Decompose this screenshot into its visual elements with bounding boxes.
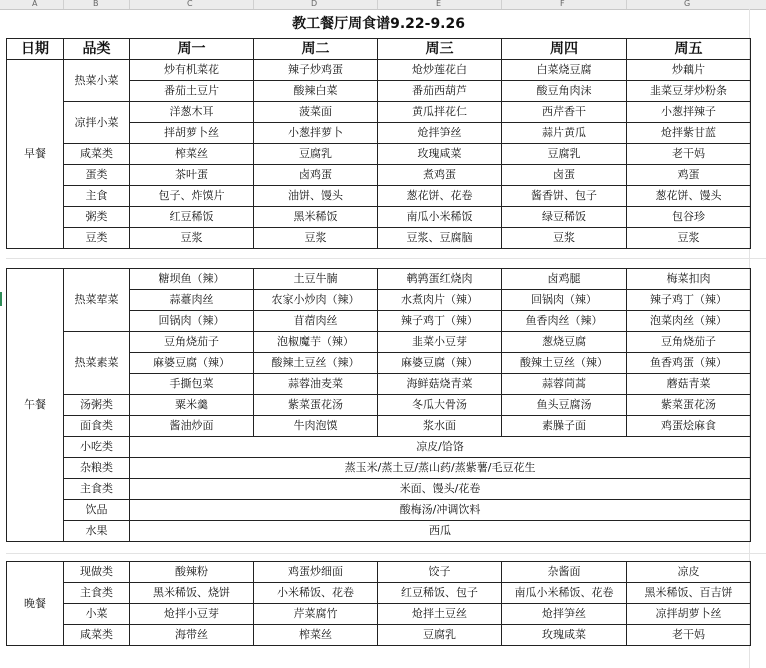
menu-cell[interactable]: 鱼头豆腐汤: [502, 394, 627, 415]
menu-cell[interactable]: 葱花饼、花卷: [378, 185, 502, 206]
category-cell[interactable]: 主食: [64, 185, 130, 206]
menu-cell[interactable]: 鸡蛋: [627, 164, 751, 185]
menu-cell[interactable]: 包子、炸馍片: [130, 185, 254, 206]
category-cell[interactable]: 豆类: [64, 227, 130, 248]
category-cell[interactable]: 主食类: [64, 478, 130, 499]
menu-cell[interactable]: 葱烧豆腐: [502, 331, 627, 352]
menu-cell[interactable]: 凉拌胡萝卜丝: [627, 603, 751, 624]
menu-cell[interactable]: 炝拌笋丝: [378, 122, 502, 143]
menu-cell[interactable]: 麻婆豆腐（辣）: [130, 352, 254, 373]
category-cell[interactable]: 现做类: [64, 561, 130, 582]
menu-cell[interactable]: 蘑菇青菜: [627, 373, 751, 394]
menu-cell[interactable]: 酱香饼、包子: [502, 185, 627, 206]
menu-cell[interactable]: 辣子鸡丁（辣）: [627, 289, 751, 310]
menu-cell[interactable]: 素臊子面: [502, 415, 627, 436]
column-letter-f[interactable]: F: [560, 0, 565, 8]
menu-cell[interactable]: 酸辣土豆丝（辣）: [502, 352, 627, 373]
menu-cell[interactable]: 酱油炒面: [130, 415, 254, 436]
category-cell[interactable]: 蛋类: [64, 164, 130, 185]
menu-cell[interactable]: 蒜片黄瓜: [502, 122, 627, 143]
menu-cell[interactable]: 煮鸡蛋: [378, 164, 502, 185]
menu-cell[interactable]: 红豆稀饭、包子: [378, 582, 502, 603]
menu-cell[interactable]: 炝拌紫甘蓝: [627, 122, 751, 143]
menu-cell[interactable]: 南瓜小米稀饭、花卷: [502, 582, 627, 603]
menu-cell[interactable]: 冬瓜大骨汤: [378, 394, 502, 415]
category-cell[interactable]: 杂粮类: [64, 457, 130, 478]
category-cell[interactable]: 小菜: [64, 603, 130, 624]
menu-cell[interactable]: 豆腐乳: [502, 143, 627, 164]
menu-cell[interactable]: 小米稀饭、花卷: [254, 582, 378, 603]
menu-cell[interactable]: 苜蓿肉丝: [254, 310, 378, 331]
menu-cell[interactable]: 红豆稀饭: [130, 206, 254, 227]
menu-cell[interactable]: 绿豆稀饭: [502, 206, 627, 227]
menu-cell[interactable]: 豆角烧茄子: [627, 331, 751, 352]
menu-cell[interactable]: 回锅肉（辣）: [502, 289, 627, 310]
column-letter-d[interactable]: D: [311, 0, 318, 8]
menu-cell[interactable]: 豆浆: [627, 227, 751, 248]
menu-cell[interactable]: 酸辣粉: [130, 561, 254, 582]
menu-cell[interactable]: 紫菜蛋花汤: [627, 394, 751, 415]
menu-cell[interactable]: 小葱拌萝卜: [254, 122, 378, 143]
menu-cell[interactable]: 手撕包菜: [130, 373, 254, 394]
menu-cell[interactable]: 卤鸡蛋: [254, 164, 378, 185]
menu-cell[interactable]: 酸辣土豆丝（辣）: [254, 352, 378, 373]
merged-menu-cell[interactable]: 西瓜: [130, 520, 751, 541]
menu-cell[interactable]: 鱼香鸡蛋（辣）: [627, 352, 751, 373]
category-cell[interactable]: 咸菜类: [64, 624, 130, 645]
menu-cell[interactable]: 黑米稀饭: [254, 206, 378, 227]
category-cell[interactable]: 粥类: [64, 206, 130, 227]
menu-cell[interactable]: 豆浆、豆腐脑: [378, 227, 502, 248]
menu-cell[interactable]: 番茄西葫芦: [378, 80, 502, 101]
menu-cell[interactable]: 回锅肉（辣）: [130, 310, 254, 331]
menu-cell[interactable]: 梅菜扣肉: [627, 268, 751, 289]
merged-menu-cell[interactable]: 凉皮/饸饹: [130, 436, 751, 457]
category-cell[interactable]: 热菜小菜: [64, 59, 130, 101]
menu-cell[interactable]: 玫瑰咸菜: [502, 624, 627, 645]
menu-cell[interactable]: 老干妈: [627, 624, 751, 645]
menu-cell[interactable]: 炝炒莲花白: [378, 59, 502, 80]
menu-cell[interactable]: 粟米羹: [130, 394, 254, 415]
category-cell[interactable]: 咸菜类: [64, 143, 130, 164]
header-category[interactable]: 品类: [64, 38, 130, 59]
menu-cell[interactable]: 黑米稀饭、烧饼: [130, 582, 254, 603]
menu-cell[interactable]: 炝拌小豆芽: [130, 603, 254, 624]
menu-cell[interactable]: 鹌鹑蛋红烧肉: [378, 268, 502, 289]
meal-dinner[interactable]: 晚餐: [7, 561, 64, 645]
menu-cell[interactable]: 鸡蛋烩麻食: [627, 415, 751, 436]
menu-cell[interactable]: 韭菜小豆芽: [378, 331, 502, 352]
menu-cell[interactable]: 酸辣白菜: [254, 80, 378, 101]
active-row-marker: [0, 292, 2, 306]
header-tuesday[interactable]: 周二: [254, 38, 378, 59]
menu-title[interactable]: 教工餐厅周食谱9.22-9.26: [7, 11, 751, 38]
menu-cell[interactable]: 豆浆: [130, 227, 254, 248]
menu-cell[interactable]: 黑米稀饭、百吉饼: [627, 582, 751, 603]
spacer-row: [7, 541, 751, 561]
merged-menu-cell[interactable]: 米面、馒头/花卷: [130, 478, 751, 499]
menu-cell[interactable]: 玫瑰咸菜: [378, 143, 502, 164]
menu-cell[interactable]: 拌胡萝卜丝: [130, 122, 254, 143]
menu-cell[interactable]: 榨菜丝: [130, 143, 254, 164]
menu-cell[interactable]: 包谷珍: [627, 206, 751, 227]
column-letter-a[interactable]: A: [32, 0, 38, 8]
header-monday[interactable]: 周一: [130, 38, 254, 59]
menu-cell[interactable]: 小葱拌辣子: [627, 101, 751, 122]
menu-cell[interactable]: 麻婆豆腐（辣）: [378, 352, 502, 373]
menu-cell[interactable]: 豆浆: [254, 227, 378, 248]
menu-cell[interactable]: 浆水面: [378, 415, 502, 436]
menu-cell[interactable]: 洋葱木耳: [130, 101, 254, 122]
menu-cell[interactable]: 老干妈: [627, 143, 751, 164]
menu-cell[interactable]: 菠菜面: [254, 101, 378, 122]
menu-cell[interactable]: 番茄土豆片: [130, 80, 254, 101]
category-cell[interactable]: 饮品: [64, 499, 130, 520]
menu-cell[interactable]: 水煮肉片（辣）: [378, 289, 502, 310]
menu-cell[interactable]: 白菜烧豆腐: [502, 59, 627, 80]
menu-cell[interactable]: 炝拌土豆丝: [378, 603, 502, 624]
menu-cell[interactable]: 南瓜小米稀饭: [378, 206, 502, 227]
menu-cell[interactable]: 黄瓜拌花仁: [378, 101, 502, 122]
menu-cell[interactable]: 辣子鸡丁（辣）: [378, 310, 502, 331]
menu-cell[interactable]: 榨菜丝: [254, 624, 378, 645]
column-header-bar: [0, 0, 766, 10]
menu-cell[interactable]: 蒜蓉茼蒿: [502, 373, 627, 394]
category-cell[interactable]: 主食类: [64, 582, 130, 603]
menu-cell[interactable]: 泡菜肉丝（辣）: [627, 310, 751, 331]
menu-cell[interactable]: 卤蛋: [502, 164, 627, 185]
spacer-row: [7, 248, 751, 268]
menu-cell[interactable]: 海带丝: [130, 624, 254, 645]
menu-cell[interactable]: 豆角烧茄子: [130, 331, 254, 352]
menu-cell[interactable]: 炒有机菜花: [130, 59, 254, 80]
header-friday[interactable]: 周五: [627, 38, 751, 59]
header-date[interactable]: 日期: [7, 38, 64, 59]
header-wednesday[interactable]: 周三: [378, 38, 502, 59]
menu-cell[interactable]: 泡椒魔芋（辣）: [254, 331, 378, 352]
merged-menu-cell[interactable]: 蒸玉米/蒸土豆/蒸山药/蒸紫薯/毛豆花生: [130, 457, 751, 478]
meal-lunch[interactable]: 午餐: [7, 268, 64, 541]
menu-cell[interactable]: 饺子: [378, 561, 502, 582]
merged-menu-cell[interactable]: 酸梅汤/冲调饮料: [130, 499, 751, 520]
menu-cell[interactable]: 豆浆: [502, 227, 627, 248]
column-letter-b[interactable]: B: [93, 0, 99, 8]
menu-cell[interactable]: 西芹香干: [502, 101, 627, 122]
menu-cell[interactable]: 炒藕片: [627, 59, 751, 80]
menu-cell[interactable]: 油饼、馒头: [254, 185, 378, 206]
column-letter-c[interactable]: C: [187, 0, 193, 8]
menu-cell[interactable]: 鸡蛋炒细面: [254, 561, 378, 582]
menu-cell[interactable]: 芹菜腐竹: [254, 603, 378, 624]
meal-breakfast[interactable]: 早餐: [7, 59, 64, 248]
menu-cell[interactable]: 酸豆角肉沫: [502, 80, 627, 101]
menu-cell[interactable]: 杂酱面: [502, 561, 627, 582]
menu-cell[interactable]: 农家小炒肉（辣）: [254, 289, 378, 310]
menu-cell[interactable]: 豆腐乳: [378, 624, 502, 645]
category-cell[interactable]: 热菜荤菜: [64, 268, 130, 331]
menu-cell[interactable]: 鱼香肉丝（辣）: [502, 310, 627, 331]
category-cell[interactable]: 热菜素菜: [64, 331, 130, 394]
menu-cell[interactable]: 韭菜豆芽炒粉条: [627, 80, 751, 101]
menu-cell[interactable]: 牛肉泡馍: [254, 415, 378, 436]
menu-cell[interactable]: 凉皮: [627, 561, 751, 582]
weekly-menu-table: [6, 11, 751, 646]
menu-cell[interactable]: 豆腐乳: [254, 143, 378, 164]
category-cell[interactable]: 面食类: [64, 415, 130, 436]
menu-cell[interactable]: 卤鸡腿: [502, 268, 627, 289]
menu-cell[interactable]: 炝拌笋丝: [502, 603, 627, 624]
menu-cell[interactable]: 土豆牛腩: [254, 268, 378, 289]
category-cell[interactable]: 小吃类: [64, 436, 130, 457]
column-letter-e[interactable]: E: [436, 0, 442, 8]
column-letter-g[interactable]: G: [684, 0, 691, 8]
category-cell[interactable]: 凉拌小菜: [64, 101, 130, 143]
menu-cell[interactable]: 蒜薹肉丝: [130, 289, 254, 310]
menu-cell[interactable]: 辣子炒鸡蛋: [254, 59, 378, 80]
menu-cell[interactable]: 海鲜菇烧青菜: [378, 373, 502, 394]
category-cell[interactable]: 汤粥类: [64, 394, 130, 415]
header-thursday[interactable]: 周四: [502, 38, 627, 59]
category-cell[interactable]: 水果: [64, 520, 130, 541]
menu-cell[interactable]: 茶叶蛋: [130, 164, 254, 185]
menu-cell[interactable]: 糖坝鱼（辣）: [130, 268, 254, 289]
menu-cell[interactable]: 蒜蓉油麦菜: [254, 373, 378, 394]
menu-cell[interactable]: 葱花饼、馒头: [627, 185, 751, 206]
menu-cell[interactable]: 紫菜蛋花汤: [254, 394, 378, 415]
